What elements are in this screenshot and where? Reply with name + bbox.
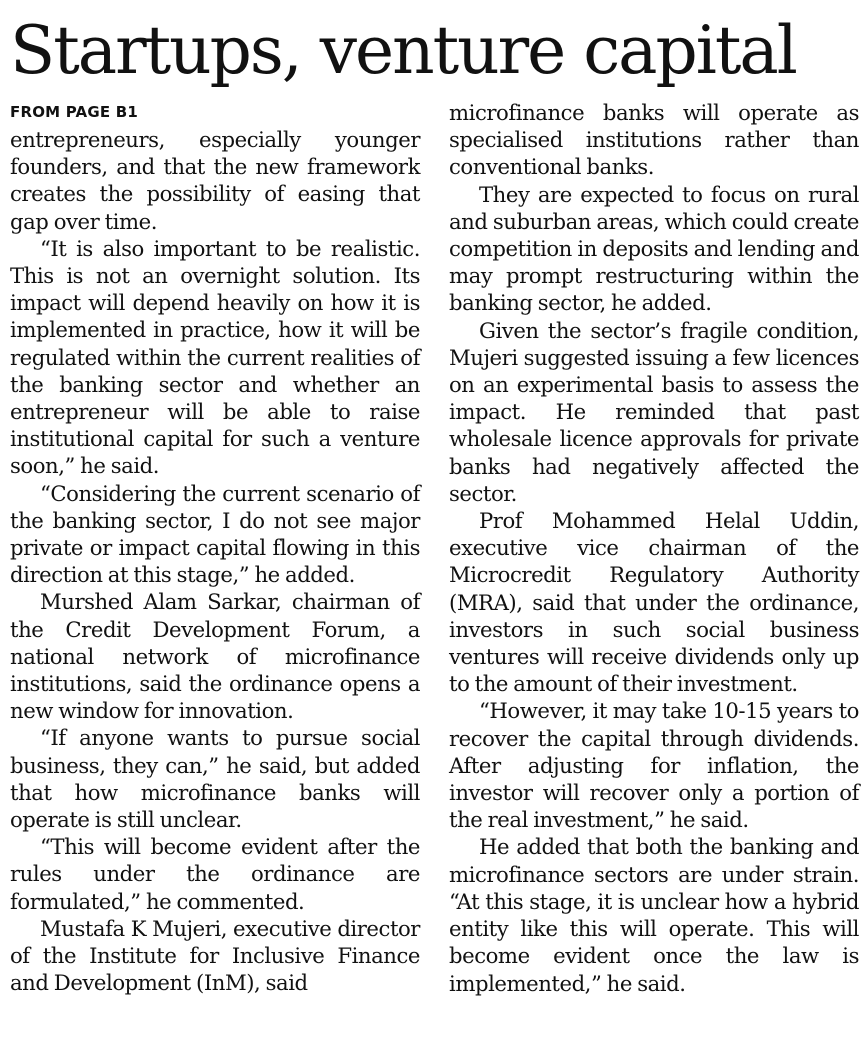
paragraph: “If anyone wants to pursue social business, they can,” he said, but added that how microfinance banks will operate is still unclear.: [10, 725, 420, 833]
paragraph: entrepreneurs, especially younger founders, and that the new framework creates the possibility of easing that gap over time.: [10, 127, 420, 234]
continuation-kicker: FROM PAGE B1: [10, 103, 138, 121]
article-column-left: [10, 99, 420, 997]
paragraph: “However, it may take 10-15 years to recover the capital through dividends. After adjusting for inflation, the investor will recover only a portion of the real investment,” he said.: [449, 698, 859, 833]
paragraph: “It is also important to be realistic. This is not an overnight solution. Its impact will depend heavily on how it is implemented in practice, how it will be regulated within the current realities of the banking sector and whether an entrepreneur will be able to raise institutional capital for such a venture soon,” he said.: [10, 235, 420, 479]
paragraph: “This will become evident after the rules under the ordinance are formulated,” he commented.: [10, 834, 420, 914]
paragraph: microfinance banks will operate as specialised institutions rather than conventional banks.: [449, 100, 859, 180]
paragraph: “Considering the current scenario of the banking sector, I do not see major private or impact capital flowing in this direction at this stage,” he added.: [10, 480, 420, 588]
paragraph: Prof Mohammed Helal Uddin, executive vice chairman of the Microcredit Regulatory Authority (MRA), said that under the ordinance, investors in such social business ventures will receive dividends only up to the amount of their investment.: [449, 508, 859, 697]
headline: Startups, venture capital: [10, 12, 796, 89]
article-column-right: [449, 99, 859, 997]
paragraph: Murshed Alam Sarkar, chairman of the Credit Development Forum, a national network of microfinance institutions, said the ordinance opens a new window for innovation.: [10, 589, 420, 724]
paragraph: Mustafa K Mujeri, executive director of the Institute for Inclusive Finance and Development (InM), said: [10, 915, 420, 996]
paragraph: He added that both the banking and microfinance sectors are under strain. “At this stage, it is unclear how a hybrid entity like this will operate. This will become evident once the law is implemented,” he said.: [449, 834, 859, 996]
paragraph: They are expected to focus on rural and suburban areas, which could create competition in deposits and lending and may prompt restructuring within the banking sector, he added.: [449, 181, 859, 316]
paragraph: Given the sector’s fragile condition, Mujeri suggested issuing a few licences on an experimental basis to assess the impact. He reminded that past wholesale licence approvals for private banks had negatively affected the sector.: [449, 317, 859, 506]
